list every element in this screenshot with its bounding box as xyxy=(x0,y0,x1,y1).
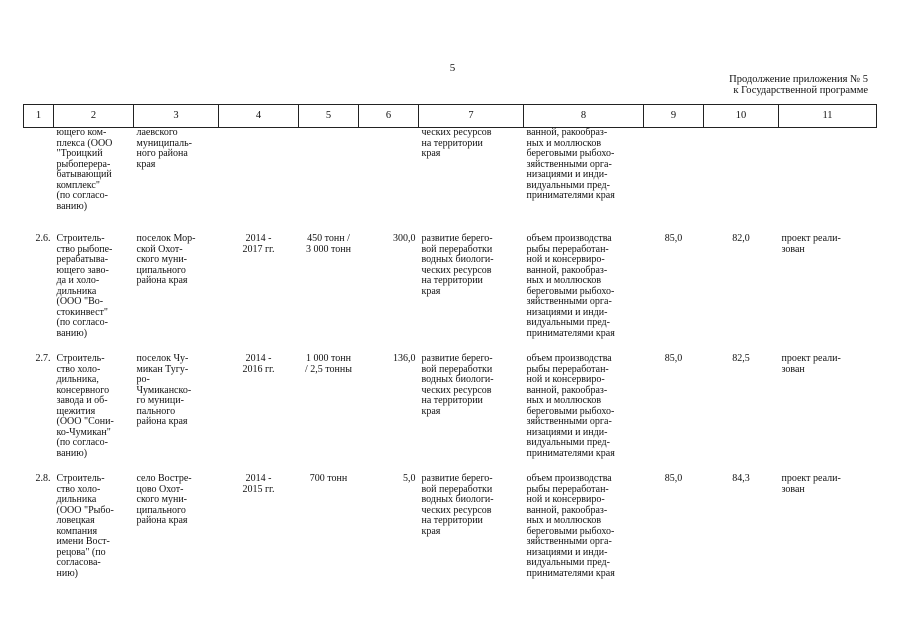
cell-location: поселок Мор- ской Охот- ского муни- ципального района края xyxy=(136,233,196,286)
column-header: 7 xyxy=(419,105,524,128)
cell-object: Строитель- ство холо- дильника (ООО "Рыбо- ловецкая компания имени Вост- рецова" (по согласова- нию) xyxy=(56,473,114,579)
appendix-line-1: Продолжение приложения № 5 xyxy=(729,74,868,85)
cell-fact: 82,0 xyxy=(732,233,750,244)
cell-period: 2014 - 2017 гг. xyxy=(242,233,275,255)
cell-indicator: объем производства рыбы переработан- ной и консервиро- ванной, ракообраз- ных и моллюсков береговыми рыбохо- зяйственными орга- низациями и инди- видуальными пред- принимателями края xyxy=(526,473,615,579)
table-row xyxy=(24,468,877,594)
cell-plan: 85,0 xyxy=(664,233,683,244)
cell-object: ющего ком- плекса (ООО "Троицкий рыбоперера- батывающий комплекс" (по согласо- ванию) xyxy=(56,127,113,212)
cell-plan: 85,0 xyxy=(664,473,683,484)
column-header: 5 xyxy=(299,105,359,128)
cell-indicator: объем производства рыбы переработан- ной и консервиро- ванной, ракообраз- ных и моллюсков береговыми рыбохо- зяйственными орга- низациями и инди- видуальными пред- принимателями края xyxy=(526,233,615,339)
cell-capacity: 1 000 тонн / 2,5 тонны xyxy=(305,353,352,375)
cell-status: проект реали- зован xyxy=(781,353,841,375)
cell-capacity: 700 тонн xyxy=(309,473,348,484)
table-header-row xyxy=(24,105,877,128)
cell-goal: развитие берего- вой переработки водных биологи- ческих ресурсов на территории края xyxy=(421,233,494,297)
column-header: 6 xyxy=(359,105,419,128)
cell-plan: 85,0 xyxy=(664,353,683,364)
column-header: 11 xyxy=(779,105,877,128)
page-number: 5 xyxy=(449,62,456,74)
cell-status xyxy=(779,128,877,229)
cell-investment xyxy=(359,128,419,229)
cell-period xyxy=(219,128,299,229)
cell-number: 2.8. xyxy=(35,473,51,484)
appendix-line-2: к Государственной программе xyxy=(733,85,868,96)
cell-goal: развитие берего- вой переработки водных биологи- ческих ресурсов на территории края xyxy=(421,353,494,417)
cell-object: Строитель- ство холо- дильника, консервного завода и об- щежития (ООО "Сони- ко-Чумикан" (по согласо- ванию) xyxy=(56,353,114,459)
table-row xyxy=(24,348,877,468)
column-header: 1 xyxy=(24,105,54,128)
cell-number xyxy=(24,128,54,229)
cell-capacity xyxy=(299,128,359,229)
cell-number: 2.7. xyxy=(35,353,51,364)
table-row-continuation xyxy=(24,128,877,229)
column-header: 9 xyxy=(644,105,704,128)
cell-indicator: ванной, ракообраз- ных и моллюсков береговыми рыбохо- зяйственными орга- низациями и инди- видуальными пред- принимателями края xyxy=(526,127,615,201)
cell-period: 2014 - 2016 гг. xyxy=(242,353,275,375)
appendix-note xyxy=(729,74,868,96)
cell-investment: 300,0 xyxy=(393,233,416,244)
program-table xyxy=(23,104,877,594)
cell-goal: ческих ресурсов на территории края xyxy=(421,127,492,159)
cell-fact: 84,3 xyxy=(732,473,750,484)
column-header: 10 xyxy=(704,105,779,128)
cell-investment: 5,0 xyxy=(403,473,416,484)
cell-plan xyxy=(644,128,704,229)
cell-investment: 136,0 xyxy=(393,353,416,364)
cell-period: 2014 - 2015 гг. xyxy=(242,473,275,495)
cell-status: проект реали- зован xyxy=(781,233,841,255)
cell-capacity: 450 тонн / 3 000 тонн xyxy=(306,233,351,255)
cell-number: 2.6. xyxy=(35,233,51,244)
cell-indicator: объем производства рыбы переработан- ной и консервиро- ванной, ракообраз- ных и моллюсков береговыми рыбохо- зяйственными орга- низациями и инди- видуальными пред- принимателями края xyxy=(526,353,615,459)
column-header: 2 xyxy=(54,105,134,128)
cell-object: Строитель- ство рыбопе- рерабатыва- ющего заво- да и холо- дильника (ООО "Во- стокинвест" (по согласо- ванию) xyxy=(56,233,113,339)
cell-fact xyxy=(704,128,779,229)
cell-status: проект реали- зован xyxy=(781,473,841,495)
column-header: 8 xyxy=(524,105,644,128)
cell-location: поселок Чу- микан Тугу- ро- Чумиканско- го муници- пального района края xyxy=(136,353,192,427)
column-header: 3 xyxy=(134,105,219,128)
table-row xyxy=(24,228,877,348)
cell-location: село Востре- цово Охот- ского муни- ципального района края xyxy=(136,473,192,526)
cell-location: лаевского муниципаль- ного района края xyxy=(136,127,192,170)
column-header: 4 xyxy=(219,105,299,128)
cell-goal: развитие берего- вой переработки водных биологи- ческих ресурсов на территории края xyxy=(421,473,494,537)
cell-fact: 82,5 xyxy=(732,353,750,364)
